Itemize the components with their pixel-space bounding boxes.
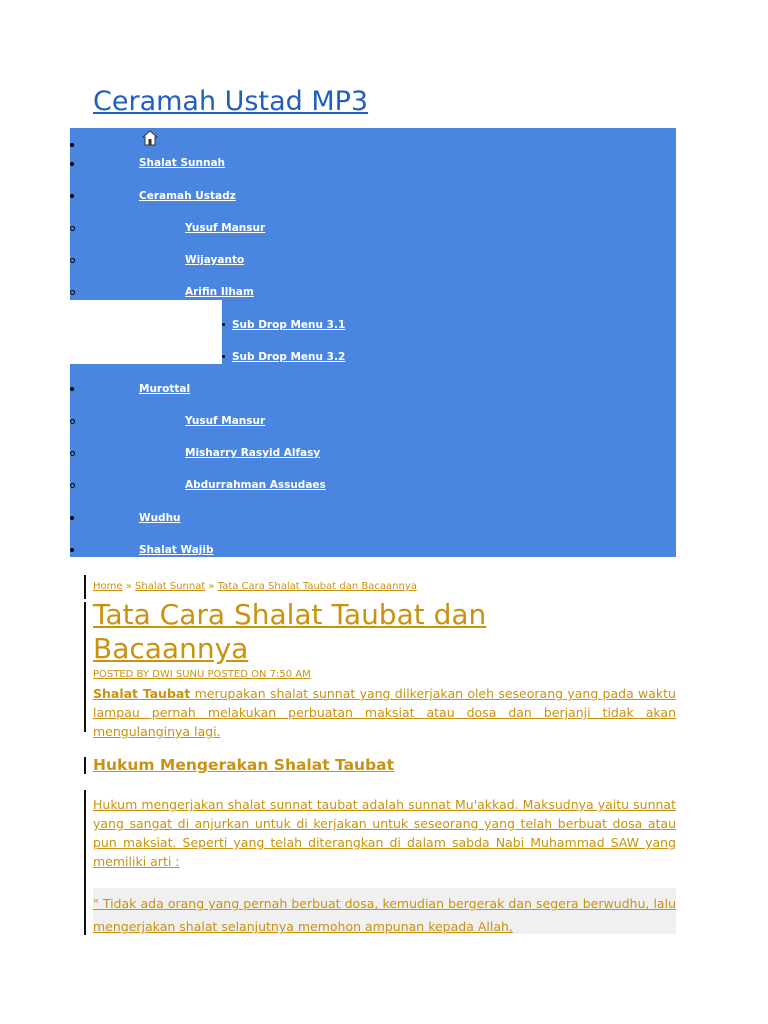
content-left-border [84, 790, 86, 935]
nav-item-murottal[interactable]: Murottal [139, 383, 191, 395]
nav-item-yusuf-mansur-2[interactable]: Yusuf Mansur [185, 415, 266, 427]
breadcrumb-sep: » [205, 581, 218, 592]
nav-bullet [70, 290, 75, 295]
nav-item-wudhu[interactable]: Wudhu [139, 512, 181, 524]
nav-bullet [222, 355, 225, 358]
nav-bullet [70, 451, 75, 456]
nav-bullet [70, 483, 75, 488]
nav-bullet [70, 194, 74, 198]
nav-bullet [70, 387, 74, 391]
hadith-quote [93, 888, 676, 934]
main-nav [70, 128, 676, 557]
breadcrumb-home-link[interactable]: Home [93, 581, 123, 592]
content-left-border [84, 602, 86, 732]
nav-item-misharry-rasyid-alfasy[interactable]: Misharry Rasyid Alfasy [185, 447, 321, 459]
nav-item-arifin-ilham[interactable]: Arifin Ilham [185, 286, 254, 298]
nav-item-sub-drop-menu-3-2[interactable]: Sub Drop Menu 3.2 [232, 351, 346, 363]
nav-item-shalat-sunnah[interactable]: Shalat Sunnah [139, 157, 226, 169]
nav-item-abdurrahman-assudaes[interactable]: Abdurrahman Assudaes [185, 479, 326, 491]
breadcrumb-sep: » [122, 581, 136, 592]
post-title[interactable]: Tata Cara Shalat Taubat dan Bacaannya [93, 598, 487, 665]
nav-item-ceramah-ustadz[interactable]: Ceramah Ustadz [139, 190, 236, 202]
dropdown-white-area [70, 300, 222, 364]
breadcrumb-current[interactable]: Tata Cara Shalat Taubat dan Bacaannya [217, 581, 417, 592]
intro-bold-term: Shalat Taubat [93, 686, 191, 701]
nav-bullet [70, 419, 75, 424]
nav-bullet [70, 258, 75, 263]
section-heading: Hukum Mengerakan Shalat Taubat [93, 756, 395, 774]
heading-left-border [84, 757, 86, 774]
nav-bullet [70, 548, 74, 552]
body-paragraph: Hukum mengerjakan shalat sunnat taubat adalah sunnat Mu'akkad. Maksudnya yaitu sunnat yang sangat di anjurkan untuk di kerjakan untuk seseorang yang telah berbuat dosa atau pun maksiat. Seperti yang telah diterangkan di dalam sabda Nabi Muhammad SAW yang memiliki arti : [93, 797, 676, 869]
nav-bullet [70, 162, 74, 166]
home-icon[interactable] [142, 130, 158, 146]
intro-paragraph [93, 684, 676, 741]
quote-text: " Tidak ada orang yang pernah berbuat dosa, kemudian bergerak dan segera berwudhu, lalu mengerjakan shalat selanjutnya memohon ampunan kepada Allah, [93, 896, 676, 934]
nav-item-yusuf-mansur[interactable]: Yusuf Mansur [185, 222, 266, 234]
site-title[interactable]: Ceramah Ustad MP3 [93, 86, 369, 117]
nav-bullet [222, 323, 225, 326]
nav-item-sub-drop-menu-3-1[interactable]: Sub Drop Menu 3.1 [232, 319, 346, 331]
nav-bullet [70, 143, 74, 147]
nav-item-wijayanto[interactable]: Wijayanto [185, 254, 245, 266]
nav-item-shalat-wajib[interactable]: Shalat Wajib [139, 544, 214, 556]
content-left-border [84, 575, 86, 599]
post-meta[interactable]: POSTED BY DWI SUNU POSTED ON 7:50 AM [93, 669, 311, 680]
breadcrumb [93, 581, 417, 592]
nav-bullet [70, 516, 74, 520]
intro-text: merupakan shalat sunnat yang dilkerjakan oleh seseorang yang pada waktu lampau pernah melakukan perbuatan maksiat atau dosa dan berjanji tidak akan mengulanginya lagi. [93, 686, 676, 739]
nav-bullet [70, 226, 75, 231]
breadcrumb-category-link[interactable]: Shalat Sunnat [135, 581, 206, 592]
